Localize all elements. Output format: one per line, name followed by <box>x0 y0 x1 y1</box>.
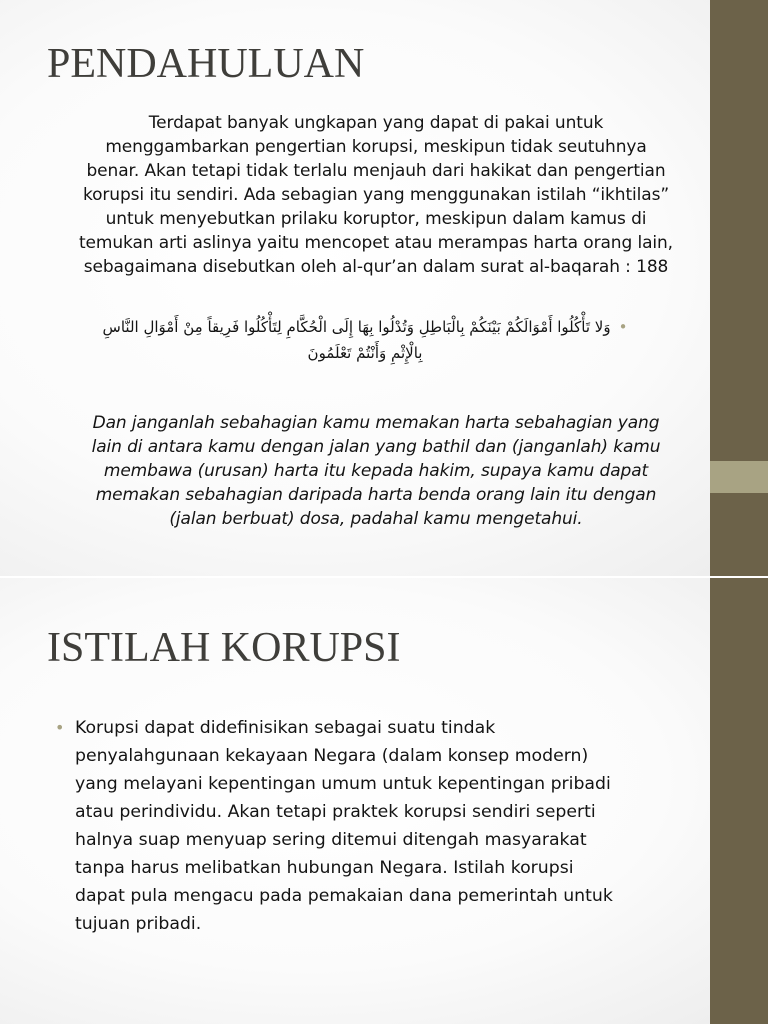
bullet-list <box>55 714 675 938</box>
intro-line: temukan arti aslinya yaitu mencopet atau merampas harta orang lain, <box>78 233 673 253</box>
translation-line: (jalan berbuat) dosa, padahal kamu mengetahui. <box>169 509 583 529</box>
intro-line: sebagaimana disebutkan oleh al-qur’an dalam surat al-baqarah : 188 <box>83 257 669 277</box>
slide-side-bar <box>710 578 768 1024</box>
bullet-icon: • <box>55 718 65 737</box>
bullet-line: halnya suap menyuap sering ditemui ditengah masyarakat <box>75 830 587 850</box>
bullet-line: yang melayani kepentingan umum untuk kepentingan pribadi <box>75 774 611 794</box>
translation-line: membawa (urusan) harta itu kepada hakim, supaya kamu dapat <box>103 461 649 481</box>
slide-title: PENDAHULUAN <box>47 41 365 87</box>
intro-paragraph <box>40 111 712 279</box>
bullet-line: penyalahgunaan kekayaan Negara (dalam konsep modern) <box>75 746 589 766</box>
translation-line: Dan janganlah sebahagian kamu memakan harta sebahagian yang <box>92 413 660 433</box>
translation-paragraph <box>40 411 712 531</box>
bullet-line: dapat pula mengacu pada pemakaian dana pemerintah untuk <box>75 886 613 906</box>
intro-line: korupsi itu sendiri. Ada sebagian yang menggunakan istilah “ikhtilas” <box>82 185 670 205</box>
arabic-line: بِالْإِثْمِ وَأَنْتُمْ تَعْلَمُونَ <box>307 344 423 362</box>
bullet-line: atau perindividu. Akan tetapi praktek korupsi sendiri seperti <box>75 802 596 822</box>
slide-title: ISTILAH KORUPSI <box>47 625 401 671</box>
list-item <box>55 714 675 938</box>
arabic-verse <box>40 314 690 366</box>
bullet-line: tanpa harus melibatkan hubungan Negara. Istilah korupsi <box>75 858 574 878</box>
slide-istilah-korupsi <box>0 578 768 1024</box>
bullet-line: tujuan pribadi. <box>75 914 202 934</box>
bullet-icon: • <box>618 318 628 336</box>
intro-line: menggambarkan pengertian korupsi, meskipun tidak seutuhnya <box>105 137 647 157</box>
translation-line: lain di antara kamu dengan jalan yang bathil dan (janganlah) kamu <box>91 437 661 457</box>
slide-side-accent <box>710 461 768 493</box>
intro-line: untuk menyebutkan prilaku koruptor, meskipun dalam kamus di <box>105 209 647 229</box>
intro-line: benar. Akan tetapi tidak terlalu menjauh dari hakikat dan pengertian <box>86 161 666 181</box>
bullet-line: Korupsi dapat didefinisikan sebagai suatu tindak <box>75 718 496 738</box>
translation-line: memakan sebahagian daripada harta benda orang lain itu dengan <box>95 485 657 505</box>
intro-line: Terdapat banyak ungkapan yang dapat di pakai untuk <box>148 113 604 133</box>
arabic-line: وَلا تَأْكُلُوا أَمْوَالَكُمْ بَيْنَكُمْ بِالْبَاطِلِ وَتُدْلُوا بِهَا إِلَى الْحُكَّامِ لِتَأْكُلُوا فَرِيقاً مِنْ أَمْوَالِ النَّاسِ <box>102 318 611 336</box>
